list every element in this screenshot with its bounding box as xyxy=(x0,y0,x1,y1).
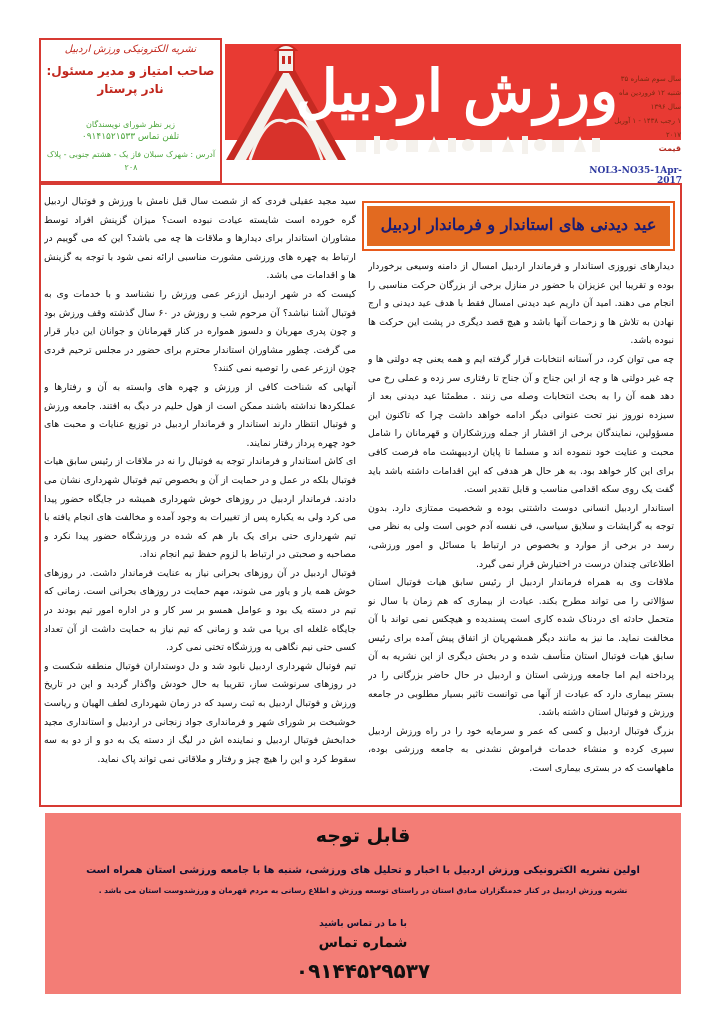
notice-line-3: با ما در تماس باشید xyxy=(319,919,407,929)
notice-title: قابل توجه xyxy=(315,825,411,847)
notice-box xyxy=(45,813,681,994)
notice-line-1: اولین نشریه الکترونیکی ورزش اردبیل با اخبار و تحلیل های ورزشی، شنبه ها با جامعه ورزشی استان همراه است xyxy=(86,865,640,876)
contact-phone: ۰۹۱۴۴۵۲۹۵۳۷ xyxy=(295,959,431,983)
paragraph: بزرگ فوتبال اردبیل و کسی که عمر و سرمایه خود را در راه ورزش اردبیل سپری کرده و منشاء خدمات فراموش نشدنی به جامعه ورزشی بوده، ماههاست که در بستری بیماری است. xyxy=(368,725,674,775)
credits-board: زیر نظر شورای نویسندگان xyxy=(86,120,175,129)
issue-code: NOL3-NO35-1Apr-2017 xyxy=(589,166,682,186)
publication-title: ورزش اردبیل xyxy=(295,57,618,125)
credits-publication: نشریه الکترونیکی ورزش اردبیل xyxy=(64,44,197,55)
credits-address: آدرس : شهرک سبلان فاز یک - هشتم جنوبی - پلاک ۲۰۸ xyxy=(46,150,216,172)
decorative-motif-icon xyxy=(352,134,604,156)
headline-box xyxy=(362,201,675,251)
issue-volume: سال سوم شماره ۳۵ xyxy=(620,75,681,83)
contact-label: شماره تماس xyxy=(318,935,408,951)
paragraph: ای کاش استاندار و فرماندار توجه به فوتبال را نه در ملاقات از رئیس سابق هیات فوتبال بلکه در عمل و در حمایت از آن و بخصوص تیم فوتبال شهرداری نشان می دادند. فرماندار اردبیل در روزهای خوش شهرداری همیشه در جایگاه حضور پیدا می کرد ولی به یکباره پس از تغییرات به وجود آمده و مخالفت های انجام یافته با تیم شهرداری حتی برای یک بار هم که شده در ورزشگاه حضور پیدا نکرد و مصاحبه و صحبتی در ارتباط با لزوم حفظ تیم انجام نداد. xyxy=(44,456,356,561)
paragraph: ملاقات وی به همراه فرماندار اردبیل از رئیس سابق هیات فوتبال استان سؤالاتی را می تواند مطرح بکند. عیادت از بیماری که هم زمان با سال نو متحمل حادثه ای دردناک شده کاری است پسندیده و هیچکس نمی تواند با آن مخالفت نماید. ما نیز به مانند دیگر همشهریان از اتفاق پیش آمده برای رئیس سابق هیات فوتبال استان متأسف شده و در بخش دیگری از این نشریه به آن پرداخته ایم اما جامعه ورزشی استان و اردبیل در حال حاضر بزرگانی را در بستر بیماری دارد که عیادت از آنها می توانست تاثیر بسیار مطلوبی در جامعه ورزش و فوتبال استان داشته باشد. xyxy=(368,577,674,719)
notice-line-2: نشریه ورزش اردبیل در کنار خدمتگزاران صادق استان در راستای توسعه ورزش و اطلاع رسانی به مردم قهرمان و ورزشدوست استان می باشد . xyxy=(98,886,628,895)
paragraph: چه می توان کرد، در آستانه انتخابات قرار گرفته ایم و همه یعنی چه دولتی ها و چه غیر دولتی ها و چه از این جناح و آن جناح تا رفتاری سر زده و عملی رخ می دهد همه آن را به بحث انتخابات وصله می زنند . مطمئنا عید دیدنی بعد از سیزده نوروز نیز تحت عنوانی دیگر ادامه خواهد داشت چرا که تاکنون این مسؤولین، نمایندگان برخی از اقشار از جمله ورزشکاران و قهرمانان را شامل محبت و عنایت خود ننموده اند و مسلما تا پایان اردیبهشت ماه فرصت کافی برای این کار خواهد بود. به هر حال هر هدفی که این اقدامات داشته باشد باید گفت یک روی سکه اقدامی مناسب و قابل تقدیر است. xyxy=(368,353,674,496)
article-right-column xyxy=(368,258,674,806)
paragraph: فوتبال اردبیل در آن روزهای بحرانی نیاز به عنایت فرماندار داشت. در روزهای خوش همه یار و یاور می شوند، مهم حمایت در روزهای بحرانی است. زمانی که تیم در دسته یک بود و عوامل همسو بر سر کار و در اداره امور تیم بودند در جایگاه غلغله ای برپا می شد و زمانی که تیم نیاز به حمایت داشت از آن تعداد کسی حتی نیم نگاهی به ورزشگاه تختی نمی کرد. xyxy=(44,567,356,654)
credits-director-label: صاحب امتیاز و مدیر مسئول: xyxy=(46,64,215,78)
paragraph: کیست که در شهر اردبیل اززعر عمی ورزش را نشناسد و با خدمات وی به فوتبال آشنا نباشد؟ آن مرحوم شب و روزش در ۶۰ سال گذشته وقف ورزش بود و چون پدری مهربان و دلسوز همواره در کنار قهرمانان و جوانان این دیار قرار می گرفت. چطور مشاوران استاندار محترم برای حضور در مجلس ترحیم فردی چون اززعر عمی را توصیه نمی کنند؟ xyxy=(44,288,356,375)
paragraph: دیدارهای نوروزی استاندار و فرماندار اردبیل امسال از دامنه وسیعی برخوردار بوده و تقریبا این عزیزان با حضور در منازل برخی از بزرگان حرکت مناسبی را انجام می دهند. امید آن داریم عید دیدنی امسال فقط با هدف عید دیدنی و ارج نهادن به تلاش ها و زحمات آنها باشد و هیچ قصد دیگری در پشت این حرکت ها نبوده باشد. xyxy=(368,261,674,347)
headline-background xyxy=(367,206,670,246)
paragraph: آنهایی که شناخت کافی از ورزش و چهره های وابسته به آن و رفتارها و عملکردها نداشته باشند ممکن است از هول حلیم در دیگ به افتند. جامعه ورزش و فوتبال انتظار دارند استاندار و فرماندار اردبیل در توزیع عنایات و محبت های خود چهره پرداز رفتار نمایند. xyxy=(44,381,356,449)
paragraph: استاندار اردبیل انسانی دوست داشتنی بوده و شخصیت ممتازی دارد. بدون توجه به گرایشات و سلایق سیاسی، فی نفسه آدم خوبی است ولی به نظر می رسد در برخی از موارد و بخصوص در ارتباط با مسائل و امور ورزشی، اطلاعاتی چندان درست در اختیارش قرار نمی گیرد. xyxy=(368,502,674,570)
article-left-column xyxy=(44,193,356,805)
price-label: قیمت xyxy=(658,144,681,153)
paragraph: سید مجید عقیلی فردی که از شصت سال قبل نامش با ورزش و فوتبال اردبیل گره خورده است شایسته عیادت نبوده است؟ میزان گزینش افراد توسط مشاوران استاندار برای دیدارها و ملاقات ها چه می باشد؟ این که می گوییم در ارتباط به چهره های ورزشی مشورت مناسبی ارائه نمی شود با توجه به گزینش ها و اقدامات می باشد. xyxy=(44,196,356,282)
credits-director-name: نادر پرستار xyxy=(97,82,164,96)
article-headline: عید دیدنی های استاندار و فرماندار اردبیل xyxy=(380,215,657,234)
issue-date-other: ۱ رجب ۱۴۳۸ - ۱ آوریل ۲۰۱۷ xyxy=(614,117,681,139)
issue-date-persian: شنبه ۱۲ فروردین ماه سال ۱۳۹۶ xyxy=(619,89,681,111)
issue-info xyxy=(611,72,681,156)
credits-box xyxy=(39,38,222,183)
credits-phone: تلفن تماس ۰۹۱۴۱۵۲۱۵۳۳ xyxy=(81,132,180,142)
paragraph: تیم فوتبال شهرداری اردبیل نابود شد و دل دوستداران فوتبال منطقه شکست و در روزهای سرنوشت ساز، تقریبا به حال خودش واگذار گردید و این در تاریخ ورزش و فوتبال اردبیل به ثبت رسید که در زمان شهرداری لطف الهیان و ریاست خوشبخت بر شورای شهر و فرمانداری جواد زنجانی در اردبیل و استانداری مجید خدابخش فوتبال اردبیل و نماینده اش در لیگ از دسته یک به دو و از دو به سه سقوط کرد و این را هیچ چیز و رفتار و ملاقاتی نمی تواند پاک نماید. xyxy=(44,660,356,765)
